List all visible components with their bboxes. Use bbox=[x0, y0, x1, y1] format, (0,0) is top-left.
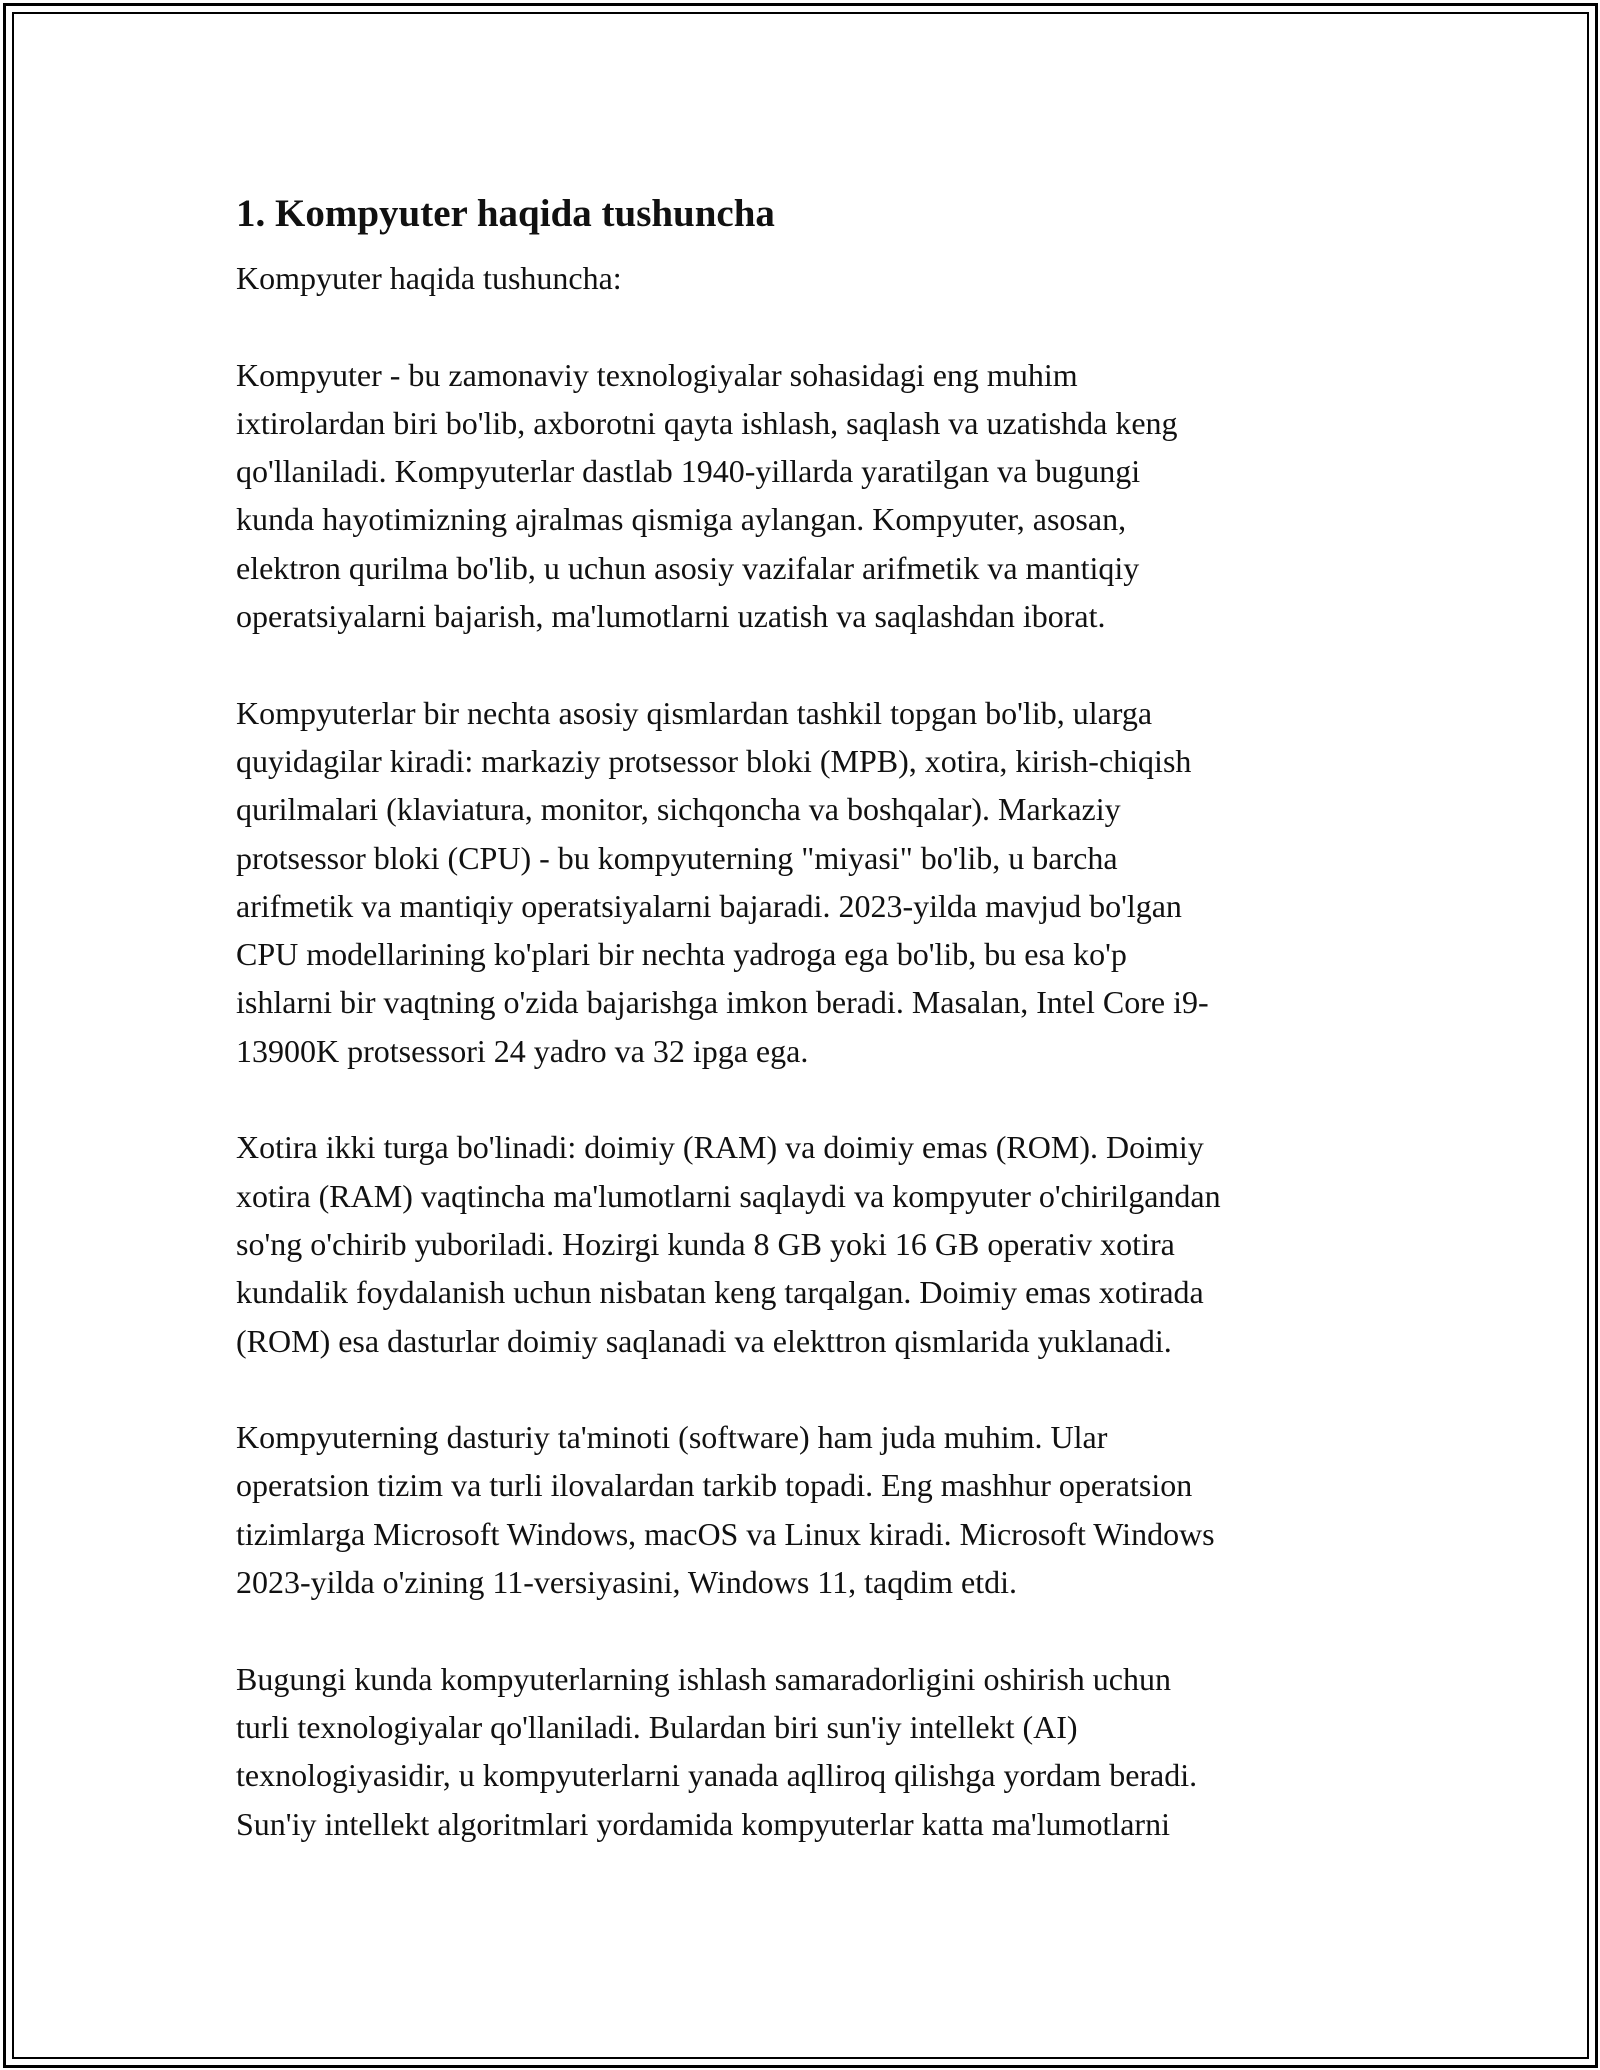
paragraph-3 bbox=[236, 689, 1366, 1075]
paragraph-line: Sun'iy intellekt algoritmlari yordamida kompyuterlar katta ma'lumotlarni bbox=[236, 1805, 1170, 1842]
paragraph-line: arifmetik va mantiqiy operatsiyalarni bajaradi. 2023-yilda mavjud bo'lgan bbox=[236, 887, 1182, 924]
paragraph-line: ishlarni bir vaqtning o'zida bajarishga imkon beradi. Masalan, Intel Core i9- bbox=[236, 984, 1209, 1021]
paragraph-line: Kompyuter - bu zamonaviy texnologiyalar sohasidagi eng muhim bbox=[236, 356, 1078, 393]
paragraph-line: 2023-yilda o'zining 11-versiyasini, Windows 11, taqdim etdi. bbox=[236, 1564, 1017, 1601]
paragraph-line: Bugungi kunda kompyuterlarning ishlash samaradorligini oshirish uchun bbox=[236, 1660, 1171, 1697]
paragraph-line: kunda hayotimizning ajralmas qismiga aylangan. Kompyuter, asosan, bbox=[236, 501, 1127, 538]
paragraph-line: protsessor bloki (CPU) - bu kompyuterning "miyasi" bo'lib, u barcha bbox=[236, 839, 1118, 876]
paragraph-line: 13900K protsessori 24 yadro va 32 ipga ega. bbox=[236, 1032, 809, 1069]
section-heading: 1. Kompyuter haqida tushuncha bbox=[236, 192, 775, 235]
paragraph-line: ixtirolardan biri bo'lib, axborotni qayta ishlash, saqlash va uzatishda keng bbox=[236, 404, 1178, 441]
paragraph-4 bbox=[236, 1123, 1366, 1364]
paragraph-line: qo'llaniladi. Kompyuterlar dastlab 1940-yillarda yaratilgan va bugungi bbox=[236, 453, 1141, 490]
paragraph-line: Xotira ikki turga bo'linadi: doimiy (RAM) va doimiy emas (ROM). Doimiy bbox=[236, 1129, 1204, 1166]
paragraph-line: operatsion tizim va turli ilovalardan tarkib topadi. Eng mashhur operatsion bbox=[236, 1467, 1193, 1504]
paragraph-line: kundalik foydalanish uchun nisbatan keng tarqalgan. Doimiy emas xotirada bbox=[236, 1274, 1204, 1311]
paragraph-line: Kompyuter haqida tushuncha: bbox=[236, 260, 622, 296]
paragraph-line: CPU modellarining ko'plari bir nechta yadroga ega bo'lib, bu esa ko'p bbox=[236, 936, 1127, 973]
paragraph-line: so'ng o'chirib yuboriladi. Hozirgi kunda 8 GB yoki 16 GB operativ xotira bbox=[236, 1225, 1175, 1262]
paragraph-6 bbox=[236, 1655, 1366, 1848]
paragraph-line: turli texnologiyalar qo'llaniladi. Bulardan biri sun'iy intellekt (AI) bbox=[236, 1708, 1078, 1745]
paragraph-line: elektron qurilma bo'lib, u uchun asosiy vazifalar arifmetik va mantiqiy bbox=[236, 549, 1140, 586]
paragraph-5 bbox=[236, 1413, 1366, 1606]
paragraph-line: texnologiyasidir, u kompyuterlarni yanada aqlliroq qilishga yordam beradi. bbox=[236, 1757, 1198, 1794]
paragraph-line: quyidagilar kiradi: markaziy protsessor bloki (MPB), xotira, kirish-chiqish bbox=[236, 742, 1192, 779]
paragraph-line: xotira (RAM) vaqtincha ma'lumotlarni saqlaydi va kompyuter o'chirilgandan bbox=[236, 1177, 1221, 1214]
paragraph-line: Kompyuterlar bir nechta asosiy qismlardan tashkil topgan bo'lib, ularga bbox=[236, 694, 1153, 731]
document-body bbox=[236, 186, 1366, 1848]
paragraph-line: Kompyuterning dasturiy ta'minoti (software) ham juda muhim. Ular bbox=[236, 1419, 1108, 1456]
paragraph-line: operatsiyalarni bajarish, ma'lumotlarni uzatish va saqlashdan iborat. bbox=[236, 598, 1106, 635]
paragraph-1 bbox=[236, 254, 1366, 302]
paragraph-list bbox=[236, 254, 1366, 1848]
paragraph-2 bbox=[236, 351, 1366, 641]
paragraph-line: qurilmalari (klaviatura, monitor, sichqoncha va boshqalar). Markaziy bbox=[236, 791, 1121, 828]
paragraph-line: tizimlarga Microsoft Windows, macOS va Linux kiradi. Microsoft Windows bbox=[236, 1515, 1215, 1552]
paragraph-line: (ROM) esa dasturlar doimiy saqlanadi va elekttron qismlarida yuklanadi. bbox=[236, 1322, 1172, 1359]
